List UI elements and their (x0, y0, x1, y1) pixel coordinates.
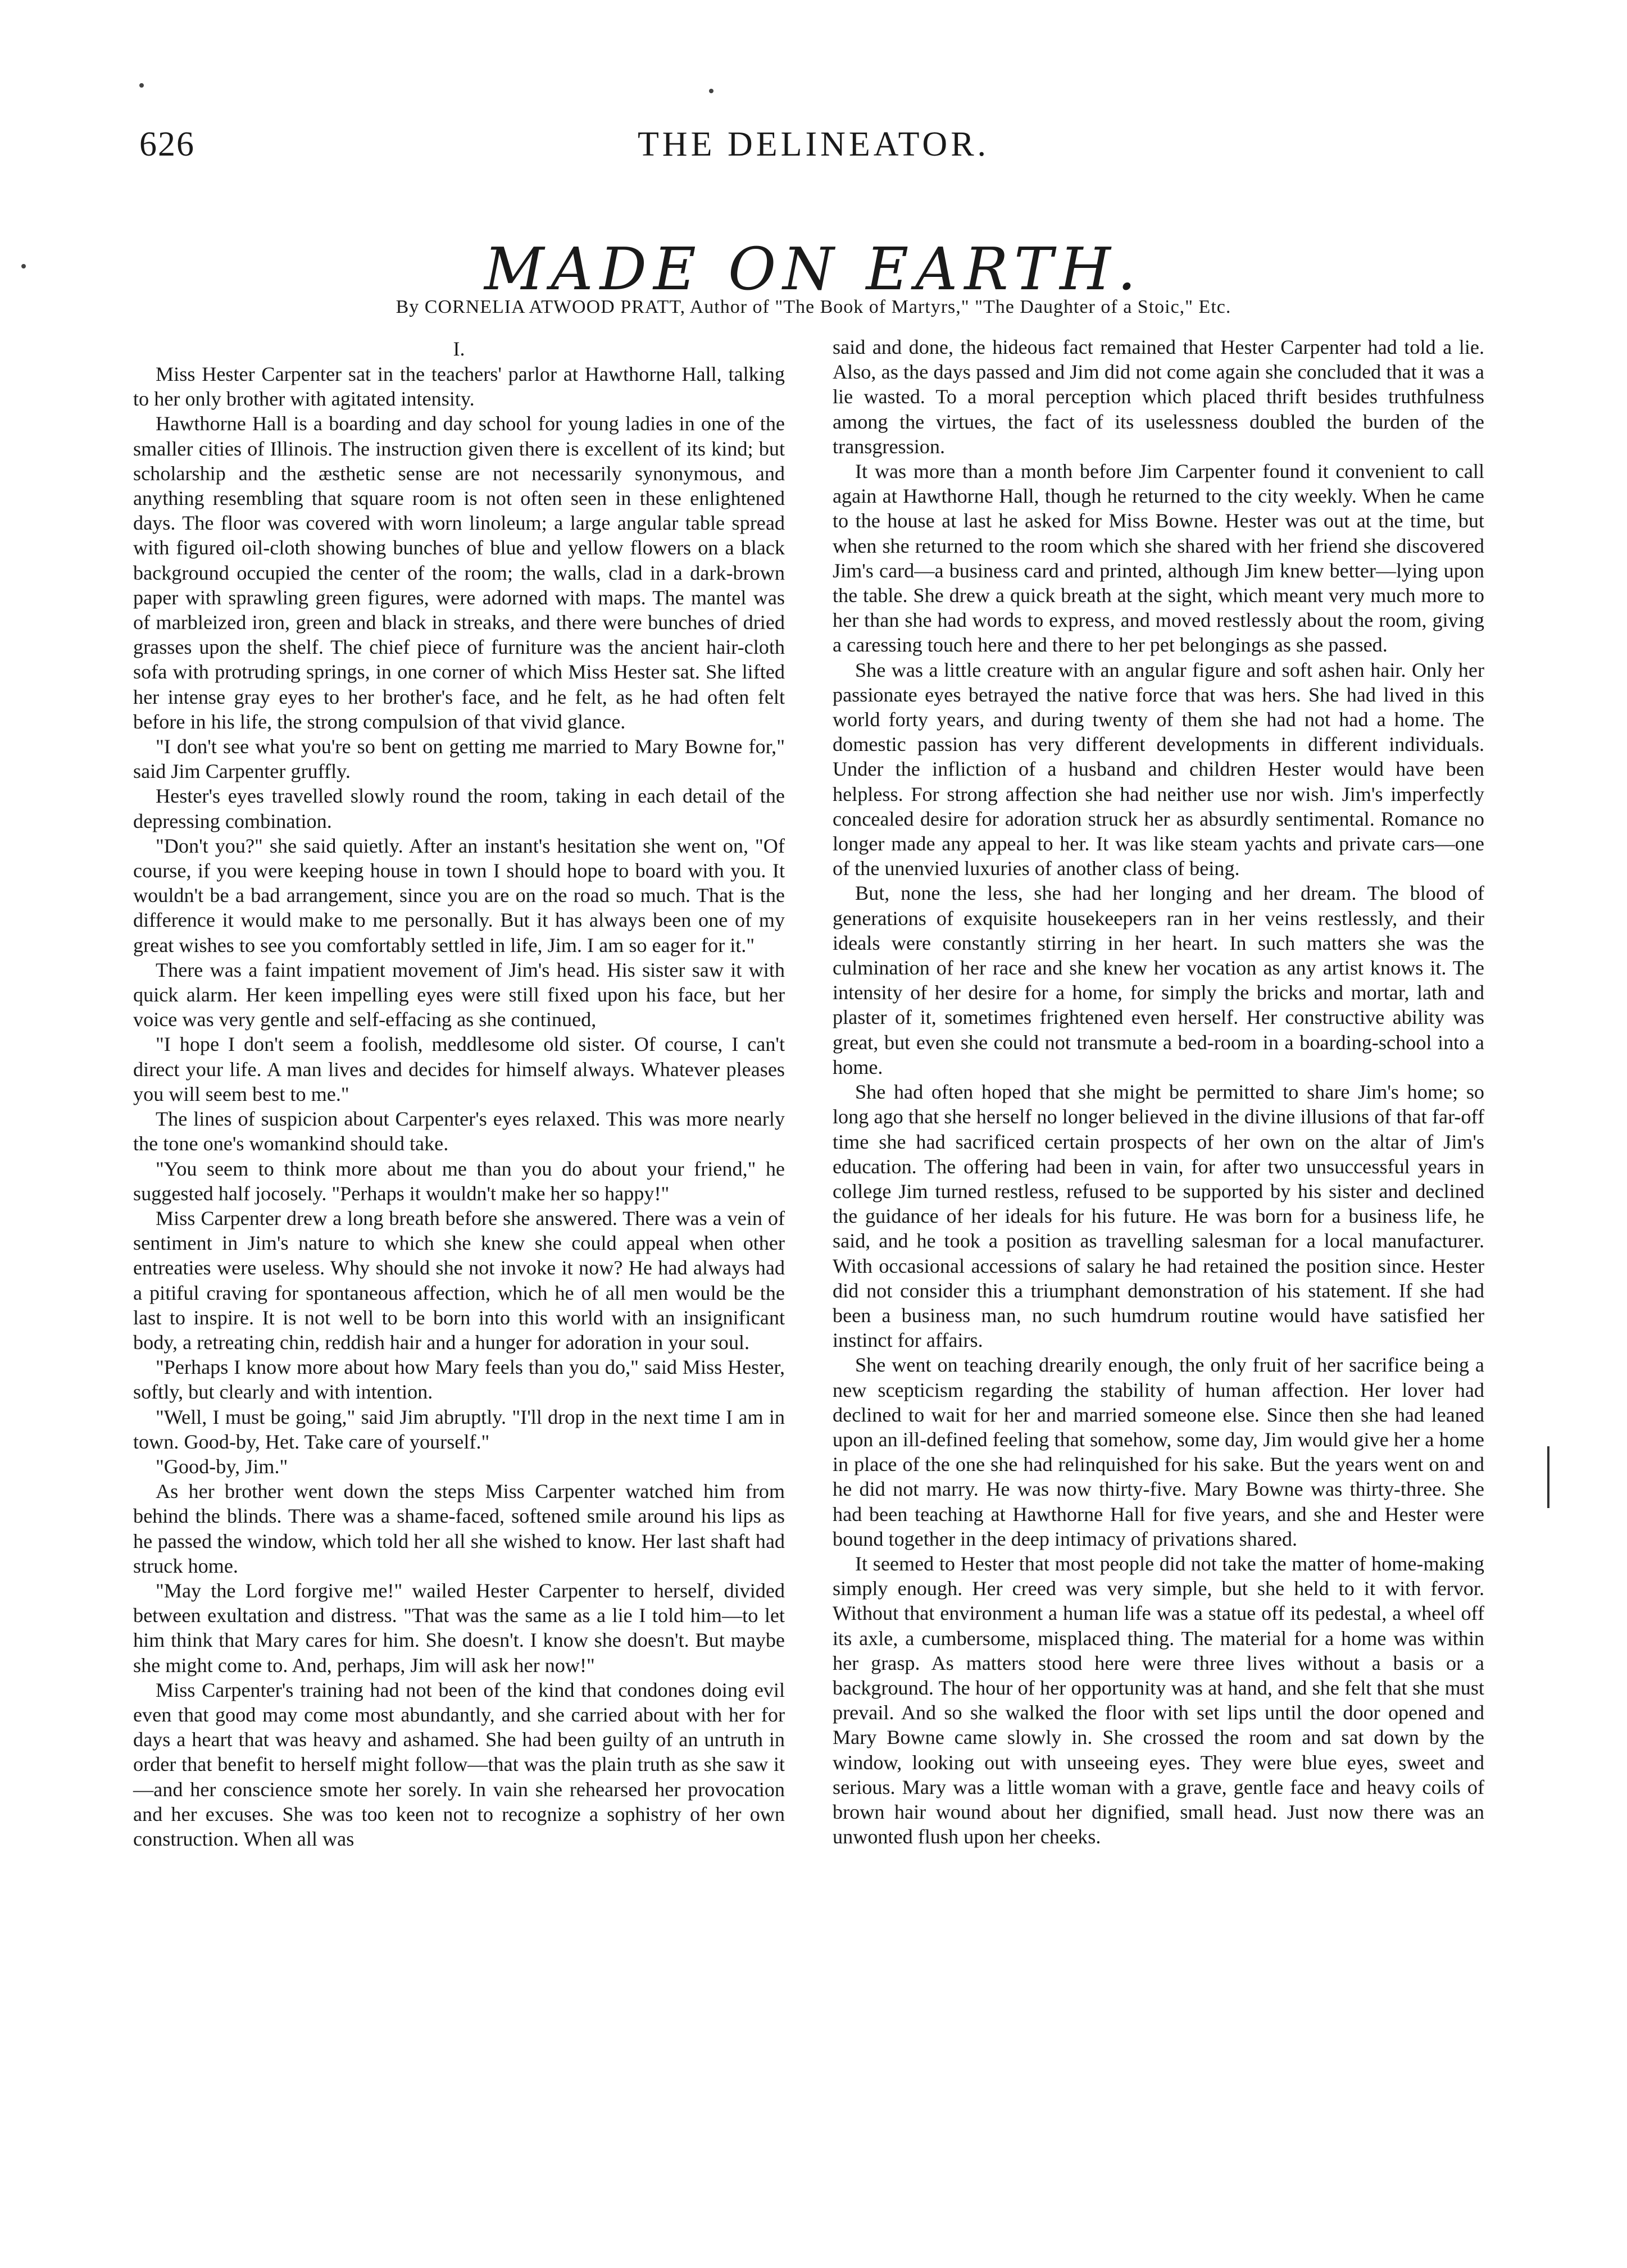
paragraph: Miss Hester Carpenter sat in the teachers' parlor at Hawthorne Hall, talking to her only brother with agitated intensity. (133, 363, 785, 411)
paragraph: "I hope I don't seem a foolish, meddlesome old sister. Of course, I can't direct your life. A man lives and decides for himself always. Whatever pleases you will seem best to me." (133, 1033, 785, 1105)
print-speck (139, 83, 144, 88)
paragraph: But, none the less, she had her longing and her dream. The blood of generations of exquisite housekeepers ran in her veins restlessly, and their ideals were constantly stirring in her heart. In such matters she was the culmination of her race and she knew her vocation as any artist knows it. The intensity of her desire for a home, for simply the bricks and mortar, lath and plaster of it, sometimes frightened even herself. Her constructive ability was great, but even she could not transmute a bed-room in a boarding-school into a home. (833, 882, 1484, 1078)
paragraph: "Don't you?" she said quietly. After an instant's hesitation she went on, "Of course, if you were keeping house in town I should hope to board with you. It wouldn't be a bad arrangement, since you are on the road so much. That is the difference it would make to me personally. But it has always been one of my great wishes to see you comfortably settled in life, Jim. I am so eager for it." (133, 834, 785, 957)
paragraph: Miss Carpenter drew a long breath before she answered. There was a vein of sentiment in Jim's nature to which she knew she could appeal when other entreaties were useless. Why should she not invoke it now? He had always had a pitiful craving for spontaneous affection, which he of all men would be the last to inspire. It is not well to be born into this world with an insignificant body, a retreating chin, reddish hair and a hunger for adoration in your soul. (133, 1206, 785, 1354)
margin-rule (1547, 1446, 1549, 1508)
left-column (133, 337, 785, 1851)
paragraph: There was a faint impatient movement of Jim's head. His sister saw it with quick alarm. Her keen impelling eyes were still fixed upon his face, but her voice was very gentle and self-effacing as she continued, (133, 958, 785, 1031)
paragraph: It seemed to Hester that most people did not take the matter of home-making simply enough. Her creed was very simple, but she held to it with fervor. Without that environment a human life was a statue off its pedestal, a wheel off its axle, a cumbersome, misplaced thing. The material for a home was within her grasp. As matters stood here were three lives without a basis or a background. The hour of her opportunity was at hand, and she felt that she must prevail. And so she walked the floor with set lips until the door opened and Mary Bowne came slowly in. She crossed the room and sat down by the window, looking out with unseeing eyes. They were blue eyes, sweet and serious. Mary was a little woman with a grave, gentle face and heavy coils of brown hair wound about her dignified, small head. Just now there was an unwonted flush upon her cheeks. (833, 1552, 1484, 1848)
paragraph: She was a little creature with an angular figure and soft ashen hair. Only her passionate eyes betrayed the native force that was hers. She had lived in this world forty years, and during twenty of them she had not had a home. The domestic passion has very different developments in different individuals. Under the infliction of a husband and children Hester would have been helpless. For strong affection she had neither use nor wish. Jim's imperfectly concealed desire for adoration struck her as absurdly sentimental. Romance no longer made any appeal to her. It was like steam yachts and private cars—one of the unenvied luxuries of another class of being. (833, 658, 1484, 880)
paragraph: Hawthorne Hall is a boarding and day school for young ladies in one of the smaller cities of Illinois. The instruction given there is excellent of its kind; but scholarship and the æsthetic sense are not necessarily synonymous, and anything resembling that square room is not often seen in these enlightened days. The floor was covered with worn linoleum; a large angular table spread with figured oil-cloth showing bunches of blue and yellow flowers on a black background occupied the center of the room; the walls, clad in a dark-brown paper with sprawling green figures, were adorned with maps. The mantel was of marbleized iron, green and black in streaks, and there were bunches of dried grasses upon the shelf. The chief piece of furniture was the ancient hair-cloth sofa with protruding springs, in one corner of which Miss Hester sat. She lifted her intense gray eyes to her brother's face, and he felt, as he had often felt before in his life, the strong compulsion of that vivid glance. (133, 412, 785, 733)
paragraph: "Good-by, Jim." (156, 1455, 288, 1478)
paragraph: said and done, the hideous fact remained that Hester Carpenter had told a lie. Also, as the days passed and Jim did not come again she concluded that it was a lie wasted. To a moral perception which placed thrift besides truthfulness among the virtues, the fact of its uselessness doubled the burden of the transgression. (833, 336, 1484, 458)
running-head: THE DELINEATOR. (637, 125, 990, 163)
paragraph: "May the Lord forgive me!" wailed Hester Carpenter to herself, divided between exultation and distress. "That was the same as a lie I told him—to let him think that Mary cares for him. She doesn't. I know she doesn't. But maybe she might come to. And, perhaps, Jim will ask her now!" (133, 1579, 785, 1677)
paragraph: "I don't see what you're so bent on getting me married to Mary Bowne for," said Jim Carpenter gruffly. (133, 735, 785, 783)
chapter-number: I. (453, 338, 465, 360)
paragraph: It was more than a month before Jim Carpenter found it convenient to call again at Hawthorne Hall, though he returned to the city weekly. When he came to the house at last he asked for Miss Bowne. Hester was out at the time, but when she returned to the room which she shared with her friend she discovered Jim's card—a business card and printed, although Jim knew better—lying upon the table. She drew a quick breath at the sight, which meant very much more to her than she had words to express, and moved restlessly about the room, giving a caressing touch here and there to her pet belongings as she passed. (833, 460, 1484, 657)
paragraph: "You seem to think more about me than you do about your friend," he suggested half jocosely. "Perhaps it wouldn't make her so happy!" (133, 1157, 785, 1205)
byline: By CORNELIA ATWOOD PRATT, Author of "The Book of Martyrs," "The Daughter of a Stoic," Etc. (396, 297, 1231, 317)
page-number: 626 (139, 125, 195, 163)
paragraph: The lines of suspicion about Carpenter's eyes relaxed. This was more nearly the tone one's womankind should take. (133, 1108, 785, 1155)
paragraph: She went on teaching drearily enough, the only fruit of her sacrifice being a new scepticism regarding the stability of human affection. Her lover had declined to wait for her and married someone else. Since then she had leaned upon an ill-defined feeling that somehow, some day, Jim would give her a home in place of the one she had relinquished for his sake. But the years went on and he did not marry. He was now thirty-five. Mary Bowne was thirty-three. She had been teaching at Hawthorne Hall for five years, and she and Hester were bound together in the deep intimacy of privations shared. (833, 1354, 1484, 1550)
article-title: MADE ON EARTH. (484, 235, 1143, 303)
print-speck (709, 89, 713, 93)
paragraph: She had often hoped that she might be permitted to share Jim's home; so long ago that she herself no longer believed in the divine illusions of that far-off time she had sacrificed certain prospects of her own on the altar of Jim's education. The offering had been in vain, for after two unsuccessful years in college Jim turned restless, refused to be supported by his sister and declined the guidance of her ideals for his future. He was born for a business life, he said, and he took a position as travelling salesman for a local manufacturer. With occasional accessions of salary he had retained the position since. Hester did not consider this a triumphant demonstration of his statement. If she had been a business man, no such humdrum routine would have satisfied her instinct for affairs. (833, 1081, 1484, 1352)
paragraph: As her brother went down the steps Miss Carpenter watched him from behind the blinds. There was a shame-faced, softened smile around his lips as he passed the window, which told her all she wished to know. Her last shaft had struck home. (133, 1480, 785, 1577)
paragraph: "Well, I must be going," said Jim abruptly. "I'll drop in the next time I am in town. Good-by, Het. Take care of yourself." (133, 1405, 785, 1453)
paragraph: Hester's eyes travelled slowly round the room, taking in each detail of the depressing combination. (133, 785, 785, 832)
paragraph: Miss Carpenter's training had not been of the kind that condones doing evil even that good may come most abundantly, and she carried about with her for days a heart that was heavy and ashamed. She had been guilty of an untruth in order that benefit to herself might follow—that was the plain truth as she saw it —and her conscience smote her sorely. In vain she rehearsed her provocation and her excuses. She was too keen not to recognize a sophistry of her own construction. When all was (133, 1678, 785, 1850)
paragraph: "Perhaps I know more about how Mary feels than you do," said Miss Hester, softly, but clearly and with intention. (133, 1356, 785, 1404)
right-column (833, 335, 1484, 1849)
